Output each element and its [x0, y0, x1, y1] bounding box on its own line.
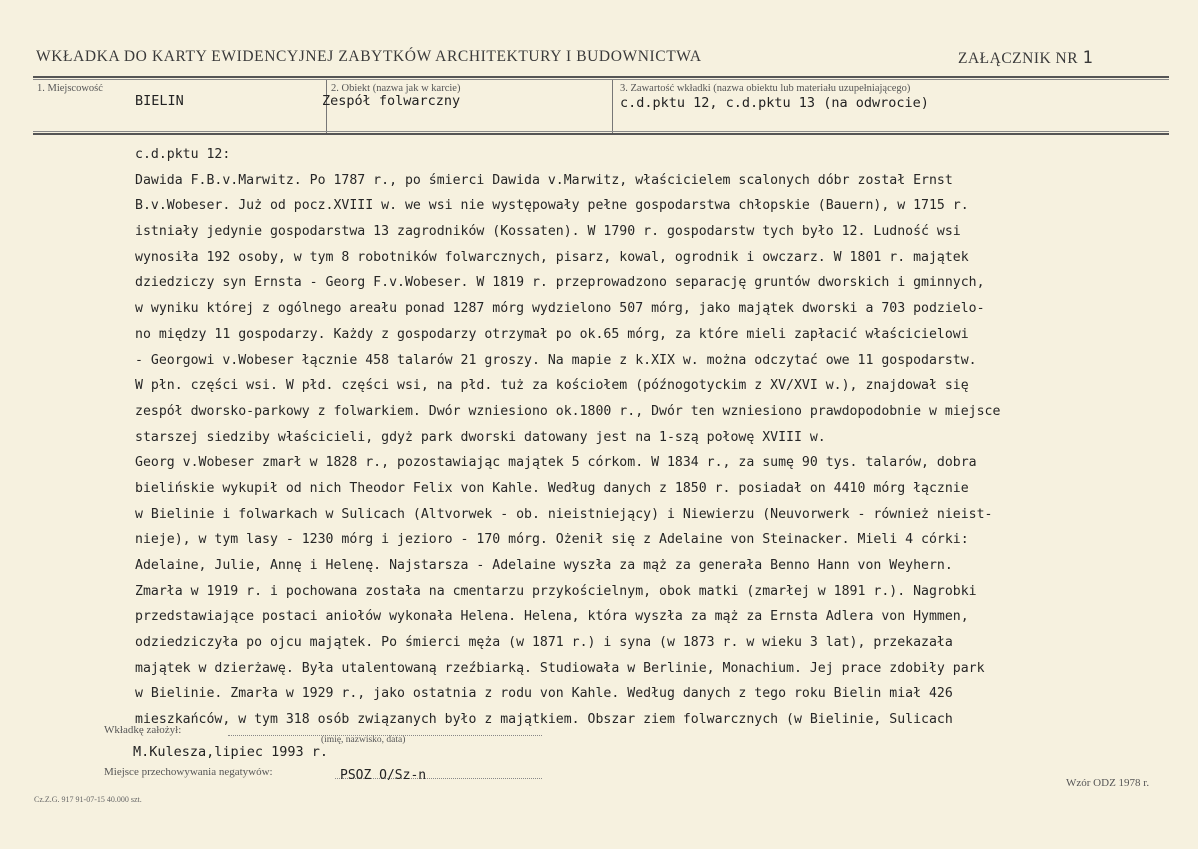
form-code: Wzór ODZ 1978 r.: [1066, 777, 1150, 789]
body-line: dziedziczy syn Ernsta - Georg F.v.Wobeser. W 1819 r. przeprowadzono separację gruntów dworskich i gminnych,: [135, 275, 985, 291]
top-rule-thin: [33, 79, 1169, 80]
body-line: B.v.Wobeser. Już od pocz.XVIII w. we wsi nie występowały pełne gospodarstwa chłopskie (Bauern), w 1715 r.: [135, 198, 969, 214]
created-label: Wkładkę założył:: [104, 724, 182, 736]
object-value: Zespół folwarczny: [322, 93, 461, 109]
locality-value: BIELIN: [135, 93, 184, 109]
body-line: w wyniku której z ogólnego areału ponad 1287 mórg wydzielono 507 mórg, jako majątek dworski a 703 podzielo-: [135, 301, 985, 317]
body-line: bielińskie wykupił od nich Theodor Felix von Kahle. Według danych z 1850 r. posiadał on 4410 mórg łącznie: [135, 480, 969, 496]
column-divider-2: [612, 80, 613, 134]
body-line: w Bielinie i folwarkach w Sulicach (Altvorwek - ob. nieistniejący) i Niewierzu (Neuvorwerk - również nieist-: [135, 506, 993, 522]
print-code: Cz.Z.G. 917 91-07-15 40.000 szt.: [34, 795, 142, 804]
body-line: Dawida F.B.v.Marwitz. Po 1787 r., po śmierci Dawida v.Marwitz, właścicielem scalonych dóbr został Ernst: [135, 172, 953, 188]
negatives-value: PSOZ O/Sz-n: [340, 768, 427, 783]
body-line: istniały jedynie gospodarstwa 13 zagrodników (Kossaten). W 1790 r. gospodarstw tych było 12. Ludność wsi: [135, 224, 961, 240]
form-title: WKŁADKA DO KARTY EWIDENCYJNEJ ZABYTKÓW ARCHITEKTURY I BUDOWNICTWA: [36, 48, 702, 65]
contents-label: 3. Zawartość wkładki (nazwa obiektu lub materiału uzupełniającego): [620, 83, 911, 94]
body-text: [135, 142, 1055, 733]
top-rule: [33, 76, 1169, 78]
body-line: Georg v.Wobeser zmarł w 1828 r., pozostawiając majątek 5 córkom. W 1834 r., za sumę 90 tys. talarów, dobra: [135, 455, 977, 471]
body-line: Zmarła w 1919 r. i pochowana została na cmentarzu przykościelnym, obok matki (zmarłej w 1891 r.). Nagrobki: [135, 583, 977, 599]
body-line: W płn. części wsi. W płd. części wsi, na płd. tuż za kościołem (późnogotyckim z XV/XVI w.), znajdował się: [135, 378, 969, 394]
object-label: 2. Obiekt (nazwa jak w karcie): [331, 83, 461, 94]
body-heading: c.d.pktu 12:: [135, 147, 231, 162]
fields-bottom-rule-thin: [33, 131, 1169, 132]
body-line: nieje), w tym lasy - 1230 mórg i jezioro - 170 mórg. Ożenił się z Adelaine von Steinacker. Mieli 4 córki:: [135, 532, 969, 548]
body-line: majątek w dzierżawę. Była utalentowaną rzeźbiarką. Studiowała w Berlinie, Monachium. Jej prace zdobiły park: [135, 660, 985, 676]
body-line: no między 11 gospodarzy. Każdy z gospodarzy otrzymał po ok.65 mórg, za które mieli zapłacić właścicielowi: [135, 326, 969, 342]
attachment-label: ZAŁĄCZNIK NR: [958, 50, 1079, 67]
created-value: M.Kulesza,lipiec 1993 r.: [133, 744, 329, 760]
body-line: starszej siedziby właścicieli, gdyż park dworski datowany jest na 1-szą połowę XVIII w.: [135, 429, 826, 445]
created-hint: (imię, nazwisko, data): [321, 735, 406, 745]
body-line: odziedziczyła po ojcu majątek. Po śmierci męża (w 1871 r.) i syna (w 1873 r. w wieku 3 lat), przekazała: [135, 635, 953, 651]
attachment-number-label: [958, 48, 1093, 68]
body-line: - Georgowi v.Wobeser łącznie 458 talarów 21 groszy. Na mapie z k.XIX w. można odczytać owe 11 gospodarstw.: [135, 352, 977, 368]
body-line: przedstawiające postaci aniołów wykonała Helena. Helena, która wyszła za mąż za Ernsta Adlera von Hymmen,: [135, 609, 969, 625]
contents-value: c.d.pktu 12, c.d.pktu 13 (na odwrocie): [620, 95, 929, 111]
negatives-label: Miejsce przechowywania negatywów:: [104, 766, 273, 778]
locality-label: 1. Miejscowość: [37, 83, 103, 94]
fields-bottom-rule: [33, 133, 1169, 135]
body-line: w Bielinie. Zmarła w 1929 r., jako ostatnia z rodu von Kahle. Według danych z tego roku Bielin miał 426: [135, 686, 953, 702]
attachment-number: 1: [1082, 48, 1094, 68]
body-line: wynosiła 192 osoby, w tym 8 robotników folwarcznych, pisarz, kowal, ogrodnik i owczarz. W 1801 r. majątek: [135, 249, 969, 265]
body-line: zespół dworsko-parkowy z folwarkiem. Dwór wzniesiono ok.1800 r., Dwór ten wzniesiono prawdopodobnie w miejsce: [135, 403, 1001, 419]
body-line: mieszkańców, w tym 318 osób związanych było z majątkiem. Obszar ziem folwarcznych (w Bielinie, Sulicach: [135, 712, 953, 728]
body-line: Adelaine, Julie, Annę i Helenę. Najstarsza - Adelaine wyszła za mąż za generała Benno Hann von Weyhern.: [135, 558, 953, 573]
